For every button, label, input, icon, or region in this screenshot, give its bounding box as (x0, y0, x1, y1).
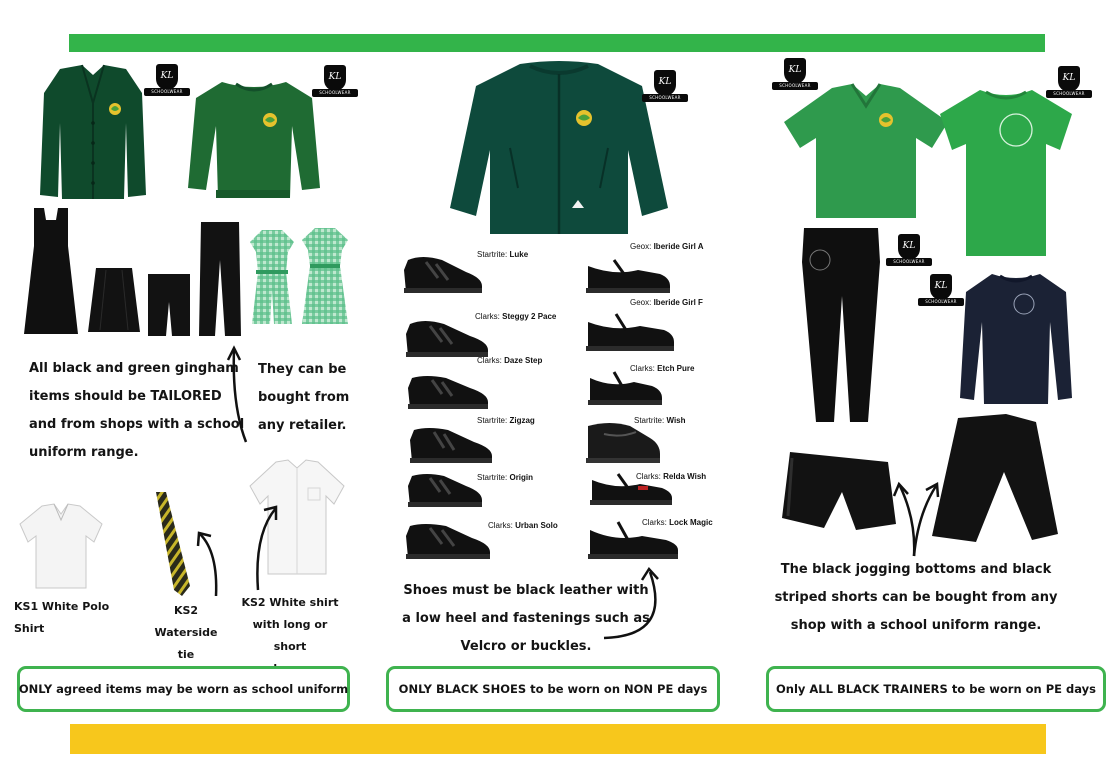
shoe-daze-step-image (406, 372, 492, 410)
shoe-luke-image (402, 250, 486, 294)
shoe-label-luke: Startrite: Luke (477, 250, 529, 259)
shoe-label-steggy: Clarks: Steggy 2 Pace (475, 312, 557, 321)
retailer-note: They can be bought from any retailer. (258, 362, 350, 433)
bottom-yellow-bar (70, 724, 1046, 754)
agreed-items-rule: ONLY agreed items may be worn as school uniform (17, 666, 350, 712)
arrow-shirt-icon (252, 504, 282, 594)
black-shorts-image (146, 272, 192, 338)
top-green-bar (69, 34, 1045, 52)
shoe-iberide-f-image (584, 310, 676, 352)
shoe-label-relda-wish: Clarks: Relda Wish (636, 472, 707, 481)
black-jogging-bottoms-image (928, 412, 1062, 544)
cardigan-image (38, 63, 148, 203)
shoes-note: Shoes must be black leather with a low heel and fastenings such as Velcro or buckles. (402, 583, 650, 654)
polo-caption: KS1 White Polo Shirt (14, 600, 110, 635)
shoe-label-origin: Startrite: Origin (477, 473, 534, 482)
gingham-playsuit-image (248, 228, 296, 326)
navy-sweatshirt-image (958, 270, 1074, 406)
black-leggings-image (798, 226, 884, 424)
green-polo-shirt-image (780, 82, 952, 220)
arrow-shoes-icon (598, 566, 678, 646)
shoe-label-daze-step: Clarks: Daze Step (477, 356, 543, 365)
shoe-zigzag-image (408, 424, 496, 464)
shirt-caption: KS2 White shirt with long or short (241, 596, 339, 653)
kl-schoolwear-badge: KL SCHOOLWEAR (918, 274, 964, 318)
kl-schoolwear-badge: KL SCHOOLWEAR (886, 234, 932, 278)
black-skirt-image (86, 266, 142, 336)
black-pinafore-image (22, 206, 80, 336)
arrow-pe-icon (886, 480, 946, 560)
kl-schoolwear-badge: KL SCHOOLWEAR (312, 65, 358, 109)
tie-caption: KS2 Waterside tie (154, 604, 218, 661)
black-trainers-rule: Only ALL BLACK TRAINERS to be worn on PE days (766, 666, 1106, 712)
shoe-label-iberide-a: Geox: Iberide Girl A (630, 242, 704, 251)
green-sweatshirt-image (186, 78, 322, 200)
shoe-label-iberide-f: Geox: Iberide Girl F (630, 298, 703, 307)
fleece-jacket-image (446, 58, 672, 238)
green-pe-tshirt-image (936, 86, 1076, 258)
shoe-label-zigzag: Startrite: Zigzag (477, 416, 535, 425)
shoe-origin-image (406, 470, 486, 508)
black-pe-shorts-image (780, 448, 898, 532)
arrow-tie-icon (196, 530, 226, 600)
shoe-urban-solo-image (404, 520, 494, 560)
shoe-label-lock-magic: Clarks: Lock Magic (642, 518, 713, 527)
shoe-label-urban-solo: Clarks: Urban Solo (488, 521, 558, 530)
arrow-retailer-icon (226, 346, 256, 446)
shoe-label-wish: Startrite: Wish (634, 416, 686, 425)
waterside-tie-image (152, 490, 192, 598)
kl-schoolwear-badge: KL SCHOOLWEAR (1046, 66, 1092, 110)
black-trousers-image (197, 220, 243, 338)
shoe-steggy-image (404, 316, 492, 358)
kl-schoolwear-badge: KL SCHOOLWEAR (772, 58, 818, 102)
tailored-items-note: All black and green gingham items should be TAILORED and from shops with a school uniform range. (29, 361, 245, 460)
kl-schoolwear-badge: KL SCHOOLWEAR (642, 70, 688, 114)
pe-kit-note: The black jogging bottoms and black striped shorts can be bought from any shop with a school uniform range. (774, 562, 1058, 633)
kl-schoolwear-badge: KL SCHOOLWEAR (144, 64, 190, 108)
gingham-dress-image (300, 226, 350, 326)
shoe-iberide-a-image (584, 256, 672, 294)
shoe-etch-pure-image (586, 368, 664, 406)
shoe-label-etch-pure: Clarks: Etch Pure (630, 364, 695, 373)
white-polo-shirt-image (18, 502, 104, 590)
black-shoes-rule: ONLY BLACK SHOES to be worn on NON PE days (386, 666, 720, 712)
